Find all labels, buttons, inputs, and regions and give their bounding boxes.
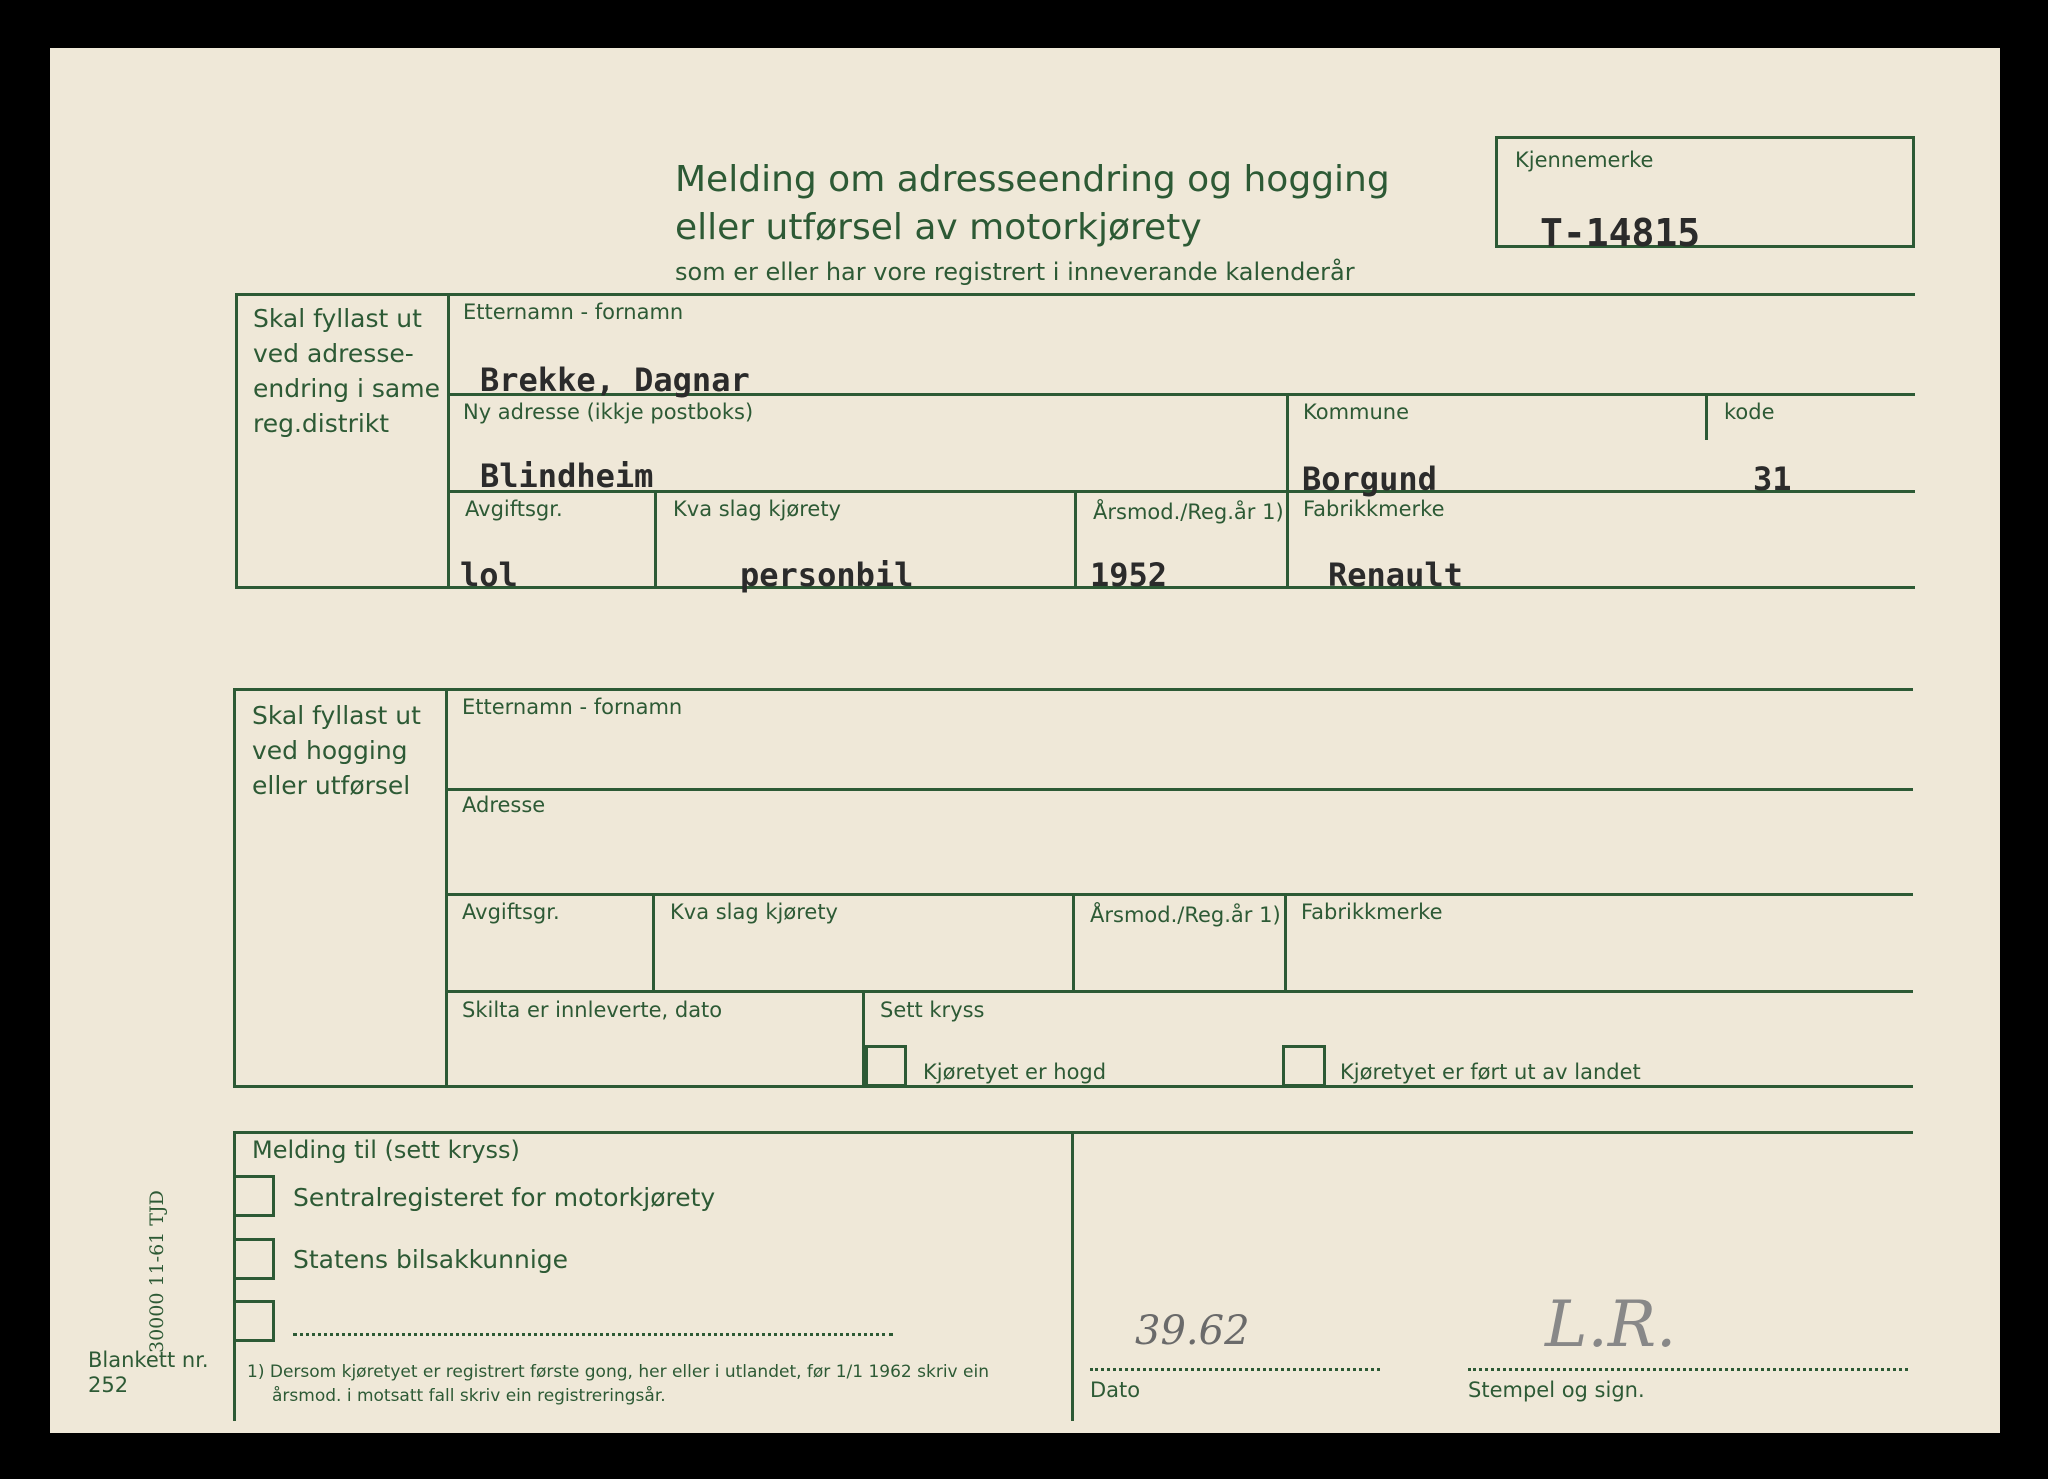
s1-municipality-value: Borgund bbox=[1302, 460, 1437, 498]
s2-col-make bbox=[1284, 895, 1287, 992]
notify-checkbox-2[interactable] bbox=[233, 1238, 275, 1280]
s2-make-label: Fabrikkmerke bbox=[1301, 900, 1443, 924]
s2-plates-returned-label: Skilta er innleverte, dato bbox=[462, 998, 723, 1022]
s2-address-label: Adresse bbox=[462, 793, 546, 817]
section2-bottom-rule bbox=[233, 1085, 1913, 1088]
notify-option-1: Sentralregisteret for motorkjørety bbox=[293, 1183, 716, 1212]
s2-row-rule-1 bbox=[445, 788, 1913, 791]
s2-col-vehicle bbox=[652, 895, 655, 992]
sign-line bbox=[1468, 1368, 1908, 1371]
notify-title: Melding til (sett kryss) bbox=[252, 1136, 520, 1164]
s2-name-label: Etternamn - fornamn bbox=[462, 695, 683, 719]
s2-row-rule-2 bbox=[445, 893, 1913, 896]
exported-label: Kjøretyet er ført ut av landet bbox=[1340, 1060, 1641, 1084]
s1-col-municipality bbox=[1286, 395, 1289, 492]
exported-checkbox[interactable] bbox=[1282, 1045, 1326, 1087]
form-sheet bbox=[50, 48, 2000, 1433]
s1-side-label-4: reg.distrikt bbox=[253, 409, 390, 438]
notify-checkbox-3[interactable] bbox=[233, 1300, 275, 1342]
form-subtitle: som er eller har vore registrert i inneverande kalenderår bbox=[675, 258, 1355, 286]
section1-top-rule bbox=[235, 293, 1915, 296]
s1-side-label-1: Skal fyllast ut bbox=[253, 304, 422, 333]
date-value: 39.62 bbox=[1135, 1308, 1250, 1354]
s1-vehicle-type-label: Kva slag kjørety bbox=[673, 497, 841, 521]
form-number-label: Blankett nr. bbox=[88, 1348, 209, 1372]
s2-vehicle-type-label: Kva slag kjørety bbox=[670, 900, 838, 924]
notify-checkbox-1[interactable] bbox=[233, 1175, 275, 1217]
s1-name-label: Etternamn - fornamn bbox=[463, 300, 684, 324]
s2-cross-label: Sett kryss bbox=[880, 998, 985, 1022]
s1-make-label: Fabrikkmerke bbox=[1303, 497, 1445, 521]
section2-left-rule bbox=[233, 688, 236, 1088]
s1-model-year-value: 1952 bbox=[1090, 556, 1168, 594]
date-line bbox=[1090, 1368, 1380, 1371]
s1-col-code bbox=[1705, 395, 1708, 440]
s2-fee-group-label: Avgiftsgr. bbox=[462, 900, 560, 924]
s1-col-vehicle bbox=[654, 492, 657, 588]
s1-vehicle-type-value: personbil bbox=[740, 556, 914, 594]
s1-model-year-label: Årsmod./Reg.år 1) bbox=[1093, 500, 1284, 524]
section3-divider bbox=[1071, 1131, 1074, 1421]
plate-label: Kjennemerke bbox=[1515, 148, 1654, 172]
s1-address-label: Ny adresse (ikkje postboks) bbox=[463, 400, 754, 424]
s1-side-label-2: ved adresse- bbox=[253, 339, 414, 368]
s2-model-year-label: Årsmod./Reg.år 1) bbox=[1090, 903, 1281, 927]
notify-other-line bbox=[293, 1333, 893, 1336]
date-label: Dato bbox=[1090, 1378, 1141, 1402]
s1-code-label: kode bbox=[1724, 400, 1775, 424]
form-number-value: 252 bbox=[88, 1373, 129, 1397]
print-code: 30000 11-61 TJD bbox=[146, 1190, 168, 1353]
sign-label: Stempel og sign. bbox=[1468, 1378, 1645, 1402]
form-title-line1: Melding om adresseendring og hogging bbox=[675, 159, 1390, 200]
section2-top-rule bbox=[233, 688, 1913, 691]
section1-left-rule bbox=[235, 293, 238, 589]
s1-fee-group-label: Avgiftsgr. bbox=[465, 497, 563, 521]
section2-side-divider bbox=[445, 688, 448, 1088]
s2-col-year bbox=[1072, 895, 1075, 992]
footnote-line2: årsmod. i motsatt fall skriv ein registreringsår. bbox=[272, 1386, 666, 1406]
s2-side-label-1: Skal fyllast ut bbox=[252, 701, 421, 730]
form-title-line2: eller utførsel av motorkjørety bbox=[675, 207, 1202, 248]
signature: L.R. bbox=[1545, 1288, 1677, 1362]
s1-municipality-label: Kommune bbox=[1303, 400, 1410, 424]
s1-code-value: 31 bbox=[1753, 460, 1792, 498]
s1-col-year bbox=[1074, 492, 1077, 588]
s1-side-label-3: endring i same bbox=[253, 374, 440, 403]
s1-make-value: Renault bbox=[1328, 556, 1463, 594]
s1-row-rule-2 bbox=[447, 490, 1915, 493]
notify-option-2: Statens bilsakkunnige bbox=[293, 1245, 569, 1274]
scrapped-checkbox[interactable] bbox=[865, 1045, 907, 1087]
s2-side-label-3: eller utførsel bbox=[252, 771, 411, 800]
plate-value: T-14815 bbox=[1540, 211, 1701, 255]
footnote-line1: 1) Dersom kjøretyet er registrert første gong, her eller i utlandet, før 1/1 1962 skriv ein bbox=[247, 1362, 989, 1382]
s2-row-rule-3 bbox=[445, 990, 1913, 993]
section1-side-divider bbox=[447, 293, 450, 589]
s1-name-value: Brekke, Dagnar bbox=[480, 361, 750, 399]
s1-address-value: Blindheim bbox=[480, 457, 654, 495]
s1-col-make bbox=[1286, 492, 1289, 588]
s1-fee-group-value: lol bbox=[460, 556, 518, 594]
scrapped-label: Kjøretyet er hogd bbox=[923, 1060, 1107, 1084]
s2-side-label-2: ved hogging bbox=[252, 736, 408, 765]
